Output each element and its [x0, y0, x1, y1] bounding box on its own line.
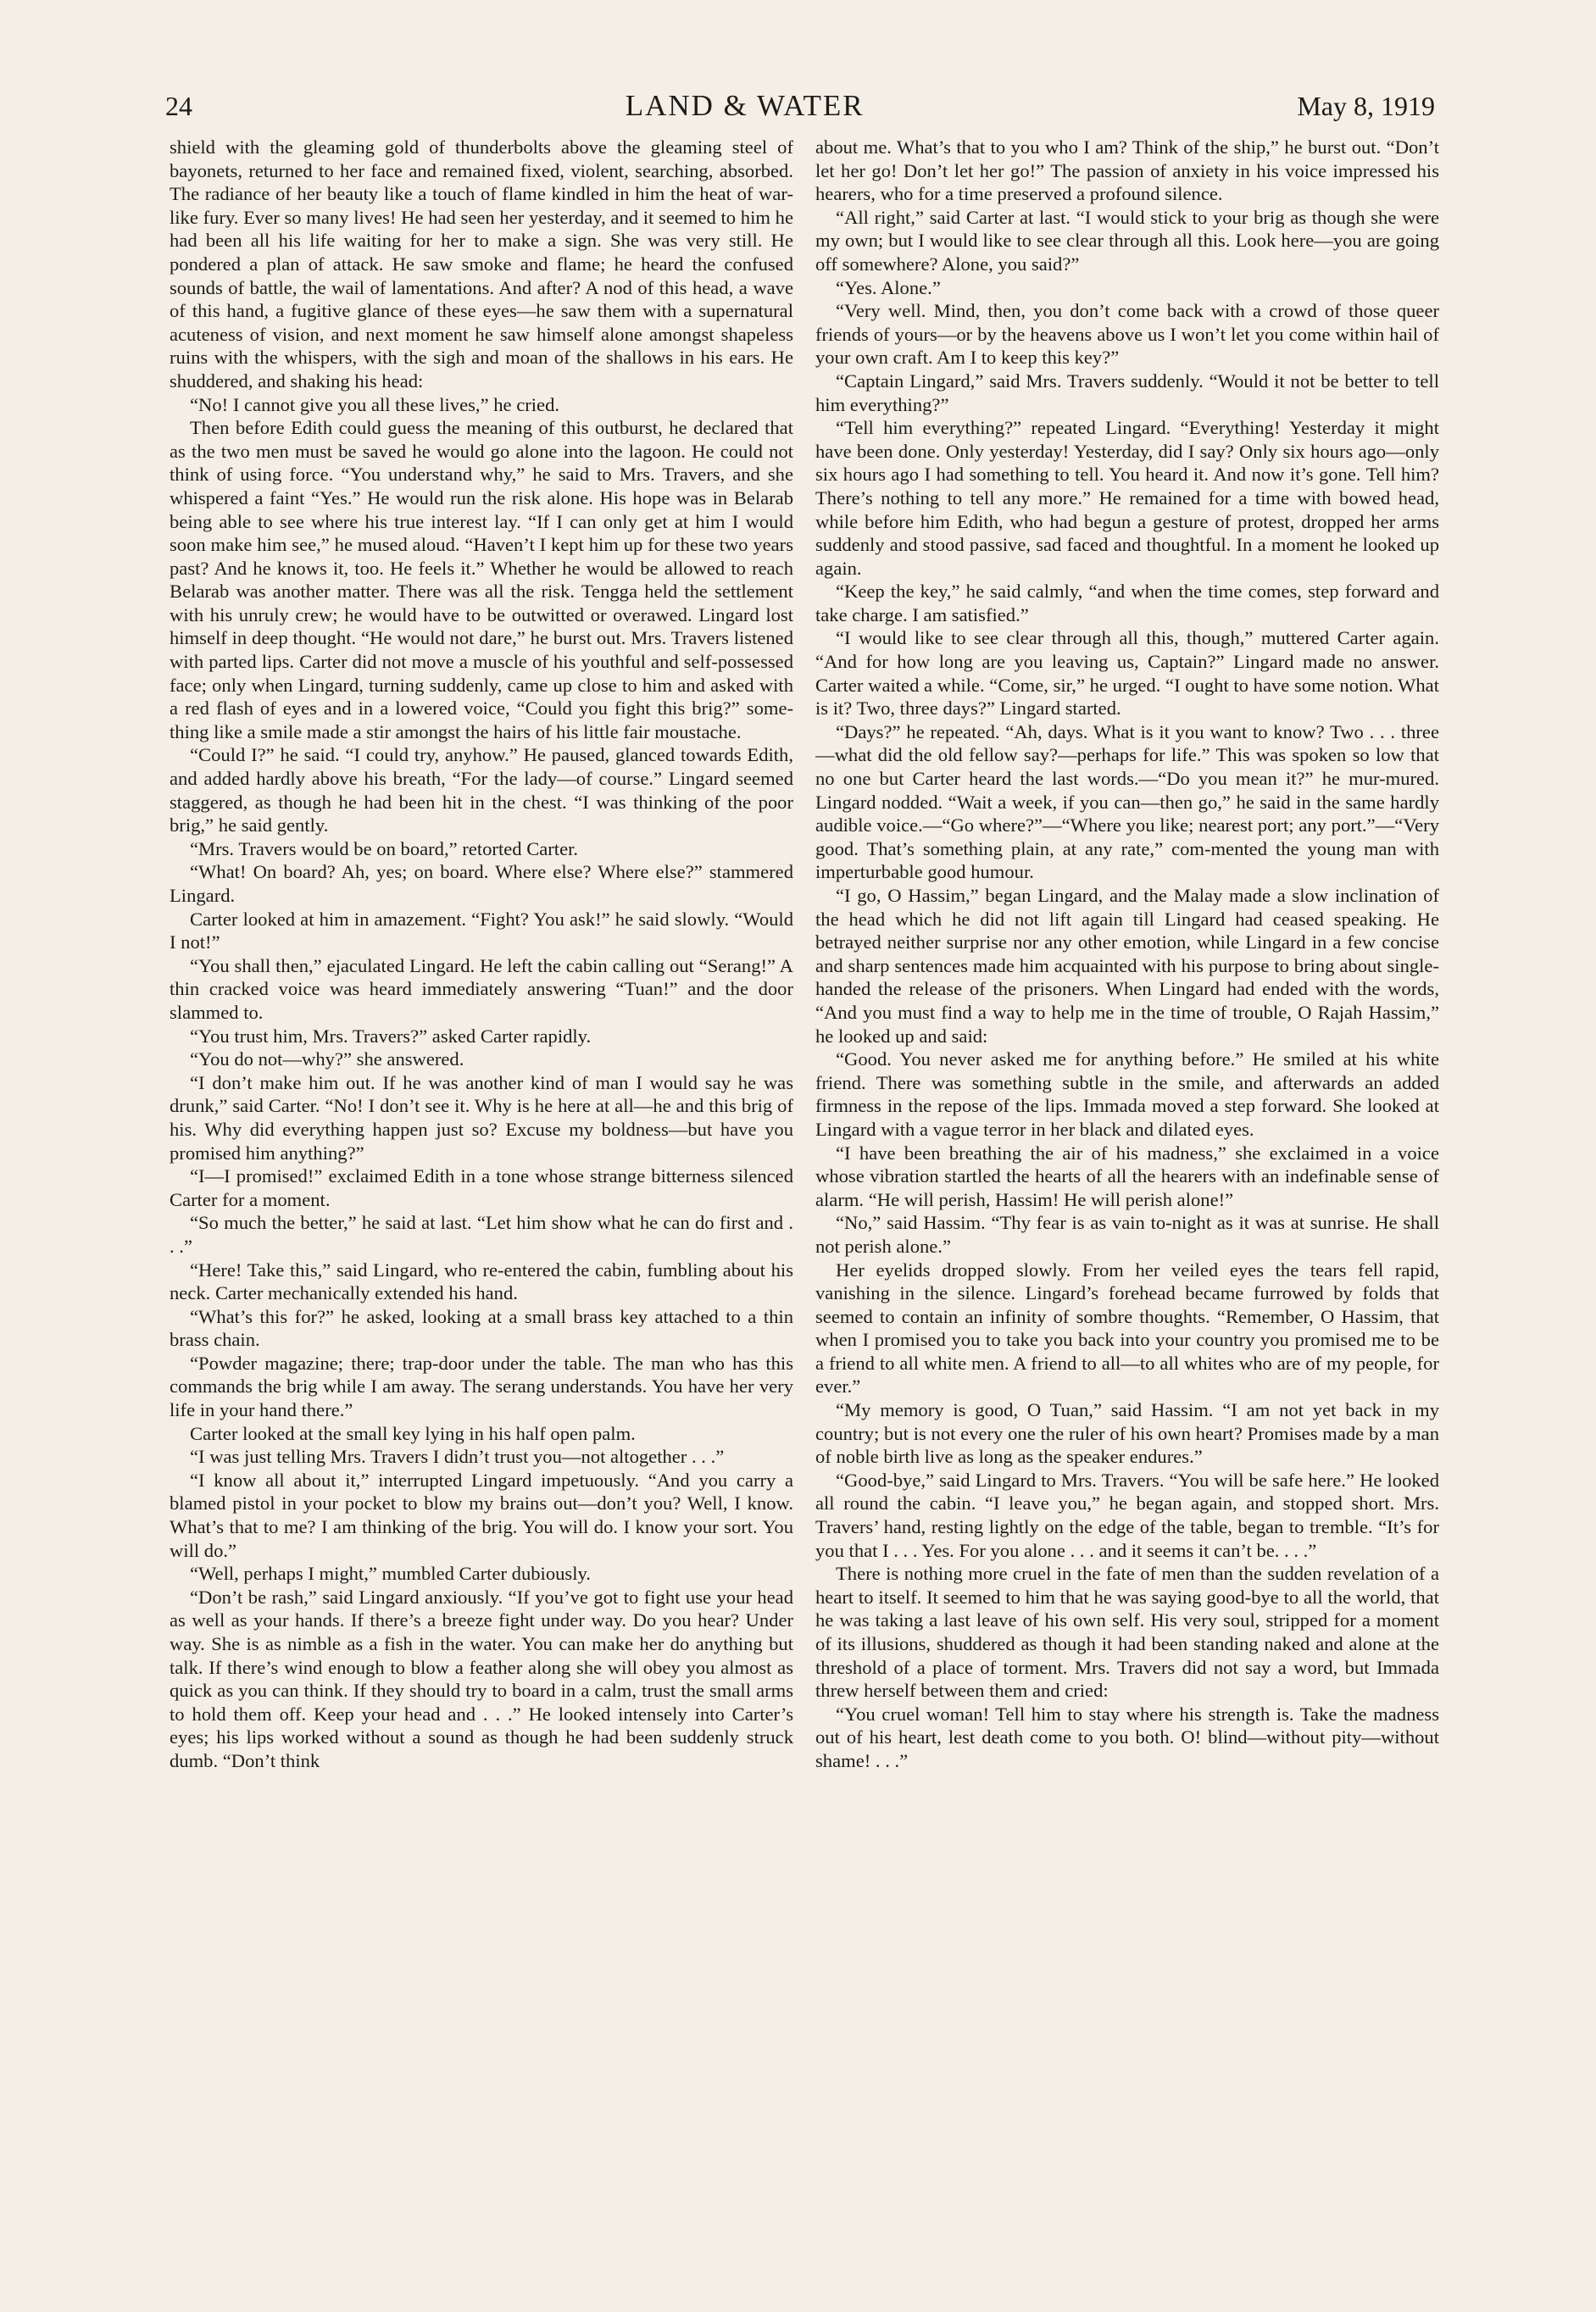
publication-title: LAND & WATER: [625, 89, 865, 122]
paragraph: “Don’t be rash,” said Lingard anxiously. “If you’ve got to fight use your head as well as your hands. If there’s a breeze fight under way. Do you hear? Under way. She is as nimble as a fish in the water. You can make her do anything but talk. If there’s wind enough to blow a feather along she will obey you almost as quick as you can think. If they should try to board in a calm, trust the small arms to hold them off. Keep your head and . . .” He looked intensely into Carter’s eyes; his lips worked without a sound as though he had been suddenly struck dumb. “Don’t think: [170, 1586, 793, 1771]
paragraph: “You shall then,” ejaculated Lingard. He left the cabin calling out “Serang!” A thin cracked voice was heard immediately answering “Tuan!” and the door slammed to.: [170, 954, 793, 1023]
paragraph: “I have been breathing the air of his madness,” she exclaimed in a voice whose vibration startled the hearts of all the hearers with an indefinable sense of alarm. “He will perish, Hassim! He will perish alone!”: [815, 1142, 1439, 1210]
paragraph: “I would like to see clear through all this, though,” muttered Carter again. “And for how long are you leaving us, Captain?” Lingard made no answer. Carter waited a while. “Come, sir,” he urged. “I ought to have some notion. What is it? Two, three days?” Lingard started.: [815, 627, 1439, 720]
paragraph: “Good-bye,” said Lingard to Mrs. Travers. “You will be safe here.” He looked all round the cabin. “I leave you,” he began again, and stopped short. Mrs. Travers’ hand, resting lightly on the edge of the table, began to tremble. “It’s for you that I . . . Yes. For you alone . . . and it seems it can’t be. . . .”: [815, 1469, 1439, 1561]
paragraph: “Captain Lingard,” said Mrs. Travers suddenly. “Would it not be better to tell him everything?”: [815, 370, 1439, 415]
paragraph: “No! I cannot give you all these lives,” he cried.: [190, 393, 560, 415]
paragraph: shield with the gleaming gold of thunderbolts above the gleaming steel of bayonets, returned to her face and remained fixed, violent, searching, absorbed. The radiance of her beauty like a touch of flame kindled in him the heat of war-like fury. Ever so many lives! He had seen her yesterday, and it seemed to him he had been all his life waiting for her to make a sign. She was very still. He pondered a plan of attack. He saw smoke and flame; he heard the confused sounds of battle, the wail of lamentations. And after? A nod of this head, a wave of this hand, a fugitive glance of these eyes—he saw them with a supernatural acuteness of vision, and next moment he saw himself alone amongst shapeless ruins with the whispers, with the sigh and moan of the shallows in his ears. He shuddered, and shaking his head:: [170, 136, 793, 392]
paragraph: “Yes. Alone.”: [836, 276, 941, 298]
paragraph: “I know all about it,” interrupted Lingard impetuously. “And you carry a blamed pistol in your pocket to blow my brains out—don’t you? Well, I know. What’s that to me? I am thinking of the brig. You will do. I know your sort. You will do.”: [170, 1469, 793, 1561]
paragraph: “What! On board? Ah, yes; on board. Where else? Where else?” stammered Lingard.: [170, 861, 793, 906]
paragraph: “I go, O Hassim,” began Lingard, and the Malay made a slow inclination of the head which he did not lift again till Lingard had ceased speaking. He betrayed neither surprise nor any other emotion, while Lingard in a few concise and sharp sentences made him acquainted with his purpose to bring about single-handed the release of the prisoners. When Lingard had ended with the words, “And you must find a way to help me in the time of trouble, O Rajah Hassim,” he looked up and said:: [815, 885, 1439, 1047]
paragraph: “Could I?” he said. “I could try, anyhow.” He paused, glanced towards Edith, and added hardly above his breath, “For the lady—of course.” Lingard seemed staggered, as though he had been hit in the chest. “I was thinking of the poor brig,” he said gently.: [170, 744, 793, 836]
paragraph: “Tell him everything?” repeated Lingard. “Everything! Yesterday it might have been done. Only yesterday! Yesterday, did I say? Only six hours ago—only six hours ago I had something to tell. You heard it. And now it’s gone. Tell him? There’s nothing to tell any more.” He remained for a time with bowed head, while before him Edith, who had begun a gesture of protest, dropped her arms suddenly and stood passive, sad faced and thoughtful. In a moment he looked up again.: [815, 417, 1439, 579]
left-column: [170, 136, 793, 2204]
right-column: [815, 136, 1439, 2204]
paragraph: Her eyelids dropped slowly. From her veiled eyes the tears fell rapid, vanishing in the silence. Lingard’s forehead became furrowed by folds that seemed to contain an infinity of sombre thoughts. “Remember, O Hassim, that when I promised you to take you back into your country you promised me to be a friend to all white men. A friend to all—to all whites who are of my people, for ever.”: [815, 1259, 1439, 1398]
issue-date: May 8, 1919: [1297, 90, 1435, 121]
paragraph: “Mrs. Travers would be on board,” retorted Carter.: [190, 837, 579, 859]
paragraph: Carter looked at him in amazement. “Fight? You ask!” he said slowly. “Would I not!”: [170, 908, 793, 953]
page-number: 24: [165, 90, 192, 121]
paragraph: “Good. You never asked me for anything before.” He smiled at his white friend. There was something subtle in the smile, and afterwards an added firmness in the repose of the lips. Immada moved a step forward. She looked at Lingard with a vague terror in her black and dilated eyes.: [815, 1048, 1439, 1140]
paragraph: about me. What’s that to you who I am? Think of the ship,” he burst out. “Don’t let her go! Don’t let her go!” The passion of anxiety in his voice impressed his hearers, who for a time preserved a profound silence.: [815, 136, 1439, 205]
paragraph: “You do not—why?” she answered.: [190, 1048, 464, 1070]
paragraph: “Well, perhaps I might,” mumbled Carter dubiously.: [190, 1563, 591, 1585]
paragraph: “My memory is good, O Tuan,” said Hassim. “I am not yet back in my country; but is not every one the ruler of his own heart? Promises made by a man of noble birth live as long as the speaker endures.”: [815, 1399, 1439, 1468]
paragraph: “All right,” said Carter at last. “I would stick to your brig as though she were my own; but I would like to see clear through all this. Look here—you are going off somewhere? Alone, you said?”: [815, 206, 1439, 275]
paragraph: “Very well. Mind, then, you don’t come back with a crowd of those queer friends of yours—or by the heavens above us I won’t let you come within hail of your own craft. Am I to keep this key?”: [815, 300, 1439, 369]
paragraph: “Keep the key,” he said calmly, “and when the time comes, step forward and take charge. I am satisfied.”: [815, 581, 1439, 625]
paragraph: “I—I promised!” exclaimed Edith in a tone whose strange bitterness silenced Carter for a moment.: [170, 1165, 793, 1210]
paragraph: “So much the better,” he said at last. “Let him show what he can do first and . . .”: [170, 1212, 793, 1257]
paragraph: Then before Edith could guess the meaning of this outburst, he declared that as the two men must be saved he would go alone into the lagoon. He could not think of using force. “You understand why,” he said to Mrs. Travers, and she whispered a faint “Yes.” He would run the risk alone. His hope was in Belarab being able to see where his true interest lay. “If I can only get at him I would soon make him see,” he mused aloud. “Haven’t I kept him up for these two years past? And he knows it, too. He feels it.” Whether he would be allowed to reach Belarab was another matter. There was all the risk. Tengga held the settlement with his unruly crew; he would have to be outwitted or overawed. Lingard lost himself in deep thought. “He would not dare,” he burst out. Mrs. Travers listened with parted lips. Carter did not move a muscle of his youthful and self-possessed face; only when Lingard, turning suddenly, came up close to him and asked with a red flash of eyes and in a lowered voice, “Could you fight this brig?” some-thing like a smile made a stir amongst the hairs of his little fair moustache.: [170, 417, 793, 742]
paragraph: “You cruel woman! Tell him to stay where his strength is. Take the madness out of his heart, lest death come to you both. O! blind—without pity—without shame! . . .”: [815, 1703, 1439, 1771]
paragraph: “You trust him, Mrs. Travers?” asked Carter rapidly.: [190, 1025, 592, 1047]
paragraph: “Here! Take this,” said Lingard, who re-entered the cabin, fumbling about his neck. Carter mechanically extended his hand.: [170, 1259, 793, 1304]
paragraph: “Days?” he repeated. “Ah, days. What is it you want to know? Two . . . three—what did the old fellow say?—perhaps for life.” This was spoken so low that no one but Carter heard the last words.—“Do you mean it?” he mur-mured. Lingard nodded. “Wait a week, if you can—then go,” he said in the same hardly audible voice.—“Go where?”—“Where you like; nearest port; any port.”—“Very good. That’s something plain, at any rate,” com-mented the young man with imperturbable good humour.: [815, 720, 1439, 883]
paragraph: “Powder magazine; there; trap-door under the table. The man who has this commands the brig while I am away. The serang understands. You have her very life in your hand there.”: [170, 1352, 793, 1421]
page-header: [165, 76, 1435, 136]
paragraph: Carter looked at the small key lying in his half open palm.: [190, 1422, 636, 1444]
paragraph: “No,” said Hassim. “Thy fear is as vain to-night as it was at sunrise. He shall not perish alone.”: [815, 1212, 1439, 1257]
paragraph: “I don’t make him out. If he was another kind of man I would say he was drunk,” said Carter. “No! I don’t see it. Why is he here at all—he and this brig of his. Why did everything happen just so? Excuse my boldness—but have you promised him anything?”: [170, 1071, 793, 1164]
paragraph: “I was just telling Mrs. Travers I didn’t trust you—not altogether . . .”: [190, 1446, 725, 1468]
paragraph: “What’s this for?” he asked, looking at a small brass key attached to a thin brass chain.: [170, 1305, 793, 1351]
paragraph: There is nothing more cruel in the fate of men than the sudden revelation of a heart to itself. It seemed to him that he was saying good-bye to all the world, that he was taking a last leave of his own self. His very soul, stripped for a moment of its illusions, shuddered as though it had been standing naked and alone at the threshold of a place of torment. Mrs. Travers did not say a word, but Immada threw herself between them and cried:: [815, 1563, 1439, 1702]
